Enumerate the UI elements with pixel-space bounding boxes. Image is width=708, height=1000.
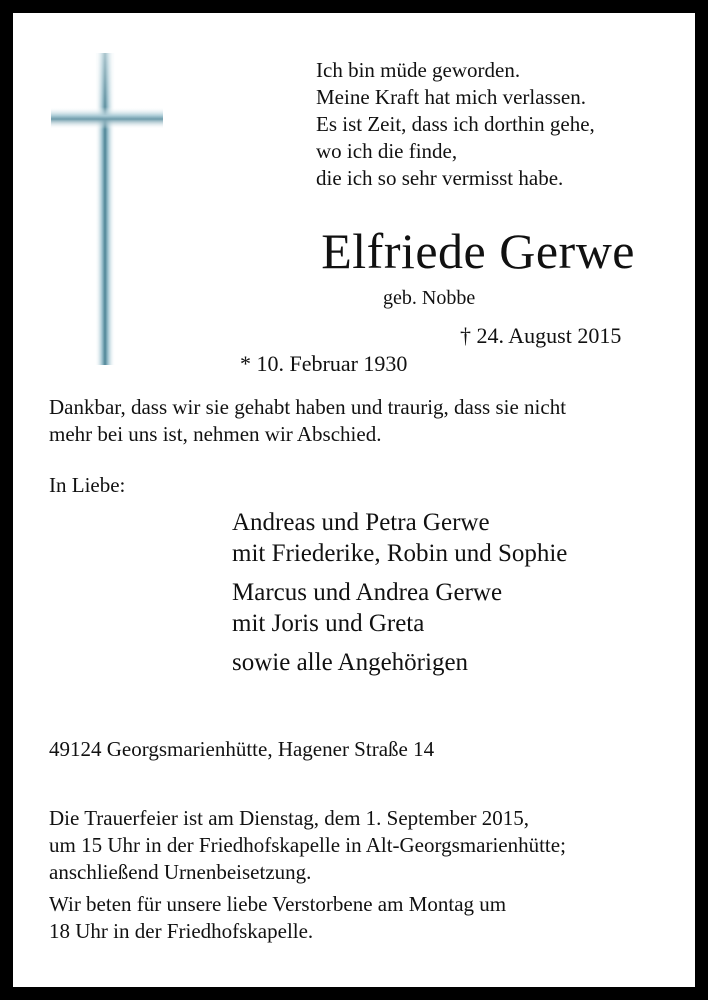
- thanks-line: Dankbar, dass wir sie gehabt haben und traurig, dass sie nicht: [49, 395, 567, 419]
- poem: [316, 57, 595, 192]
- service-paragraph: [49, 805, 660, 886]
- cross-icon: [51, 53, 163, 365]
- service-line: 18 Uhr in der Friedhofskapelle.: [49, 919, 314, 943]
- poem-line: Es ist Zeit, dass ich dorthin gehe,: [316, 112, 595, 136]
- family-line: sowie alle Angehörigen: [232, 649, 469, 676]
- thanks-text: [49, 394, 669, 448]
- service-line: anschließend Urnenbeisetzung.: [49, 860, 312, 884]
- service-info: [49, 805, 660, 950]
- service-paragraph: [49, 891, 660, 945]
- deceased-name-row: [13, 221, 695, 281]
- family-line: Andreas und Petra Gerwe: [232, 509, 490, 536]
- service-line: Die Trauerfeier ist am Dienstag, dem 1. September 2015,: [49, 806, 529, 830]
- poem-line: Meine Kraft hat mich verlassen.: [316, 85, 586, 109]
- in-love-label: In Liebe:: [49, 473, 126, 497]
- family-line: mit Joris und Greta: [232, 610, 425, 637]
- poem-line: Ich bin müde geworden.: [316, 58, 521, 82]
- family-line: mit Friederike, Robin und Sophie: [232, 540, 568, 567]
- thanks-line: mehr bei uns ist, nehmen wir Abschied.: [49, 422, 382, 446]
- address: 49124 Georgsmarienhütte, Hagener Straße 14: [49, 737, 435, 761]
- death-date: † 24. August 2015: [460, 323, 622, 348]
- service-line: um 15 Uhr in der Friedhofskapelle in Alt-Georgsmarienhütte;: [49, 833, 566, 857]
- family-group: [232, 577, 567, 639]
- service-line: Wir beten für unsere liebe Verstorbene am Montag um: [49, 892, 507, 916]
- poem-line: die ich so sehr vermisst habe.: [316, 166, 564, 190]
- family-line: Marcus und Andrea Gerwe: [232, 579, 503, 606]
- deceased-name: Elfriede Gerwe: [321, 223, 635, 279]
- birth-date: * 10. Februar 1930: [240, 351, 408, 376]
- obituary-card: [13, 13, 695, 987]
- family-group: [232, 507, 567, 569]
- poem-line: wo ich die finde,: [316, 139, 458, 163]
- family-group: [232, 647, 567, 678]
- family-list: [232, 507, 567, 678]
- birth-name: geb. Nobbe: [383, 287, 476, 309]
